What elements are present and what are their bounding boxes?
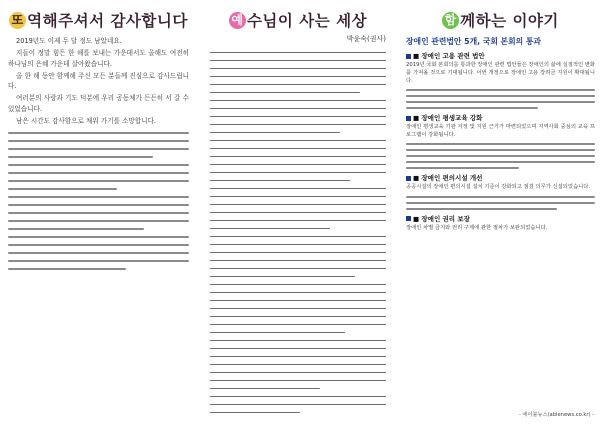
column-together [400,0,600,424]
text-lines-placeholder [406,196,595,210]
column-title [8,4,189,36]
square-bullet-icon [406,176,411,181]
section-text: 공공시설의 장애인 편의시설 설치 기준이 강화되고 점검 의무가 신설되었습니다. [406,184,591,191]
title-mid: 역해주셔서 [27,11,105,30]
text-lines-placeholder [406,89,595,109]
section-text: 2019년 국회 본회의를 통과한 장애인 관련 법안들은 장애인의 삶에 실질적인 변화를 가져올 것으로 기대됩니다. 이번 개정으로 장애인 고용 장려금 지원이 확대됩니다. [406,62,595,85]
paragraph: 남은 시간도 감사함으로 채워 가기를 소망합니다. [16,117,156,126]
section-text: 장애인 평생교육 기관 지정 및 지원 근거가 마련되었으며 지역사회 중심의 교육 프로그램이 강화됩니다. [406,124,595,139]
text-lines-placeholder [8,132,189,270]
paragraph: 올 한 해 동안 함께해 주신 모든 분들께 진심으로 감사드립니다. [8,71,189,91]
square-bullet-icon [406,216,411,221]
paragraph: 여러분의 사랑과 기도 덕분에 우리 공동체가 든든히 서 갈 수 있었습니다. [8,94,189,113]
section-text: 장애인 차별 금지와 권리 구제에 관한 절차가 보완되었습니다. [406,224,548,231]
section-heading: ■ 장애인 평생교육 강화 [406,113,595,122]
author-byline: 박윤숙(권사) [346,35,386,43]
handwritten-letter [206,46,390,422]
column-title [406,4,595,36]
square-bullet-icon [406,54,411,59]
title-text: 감사합니다 [110,11,188,30]
square-bullet-icon [406,116,411,121]
article-headline: 장애인 관련법안 5개, 국회 본회의 통과 [406,37,541,46]
title-text: 께하는 이야기 [460,11,559,30]
column-title [206,4,390,36]
paragraph: 지들이 정말 힘든 한 해를 보내는 가운데서도 올해도 여전히 하나님의 은혜 가운데 살아왔습니다. [8,49,189,68]
text-lines-placeholder [406,143,595,169]
source-footer: - 에이블뉴스(ablenews.co.kr) - [518,412,594,418]
column-thanks [0,0,195,424]
section-heading: ■ 장애인 권리 보장 [406,214,595,223]
section-heading: ■ 장애인 편의시설 개선 [406,173,595,182]
column-world [200,0,396,424]
title-initial: 함 [442,12,459,29]
paragraph: 2019년도 이제 두 달 정도 남았네요. [16,37,122,45]
title-initial: 예 [229,12,246,29]
section-heading: ■ 장애인 고용 관련 법안 [406,51,595,60]
title-initial: 또 [9,12,26,29]
title-text: 수님이 사는 세상 [246,11,368,30]
article-body [8,36,189,126]
